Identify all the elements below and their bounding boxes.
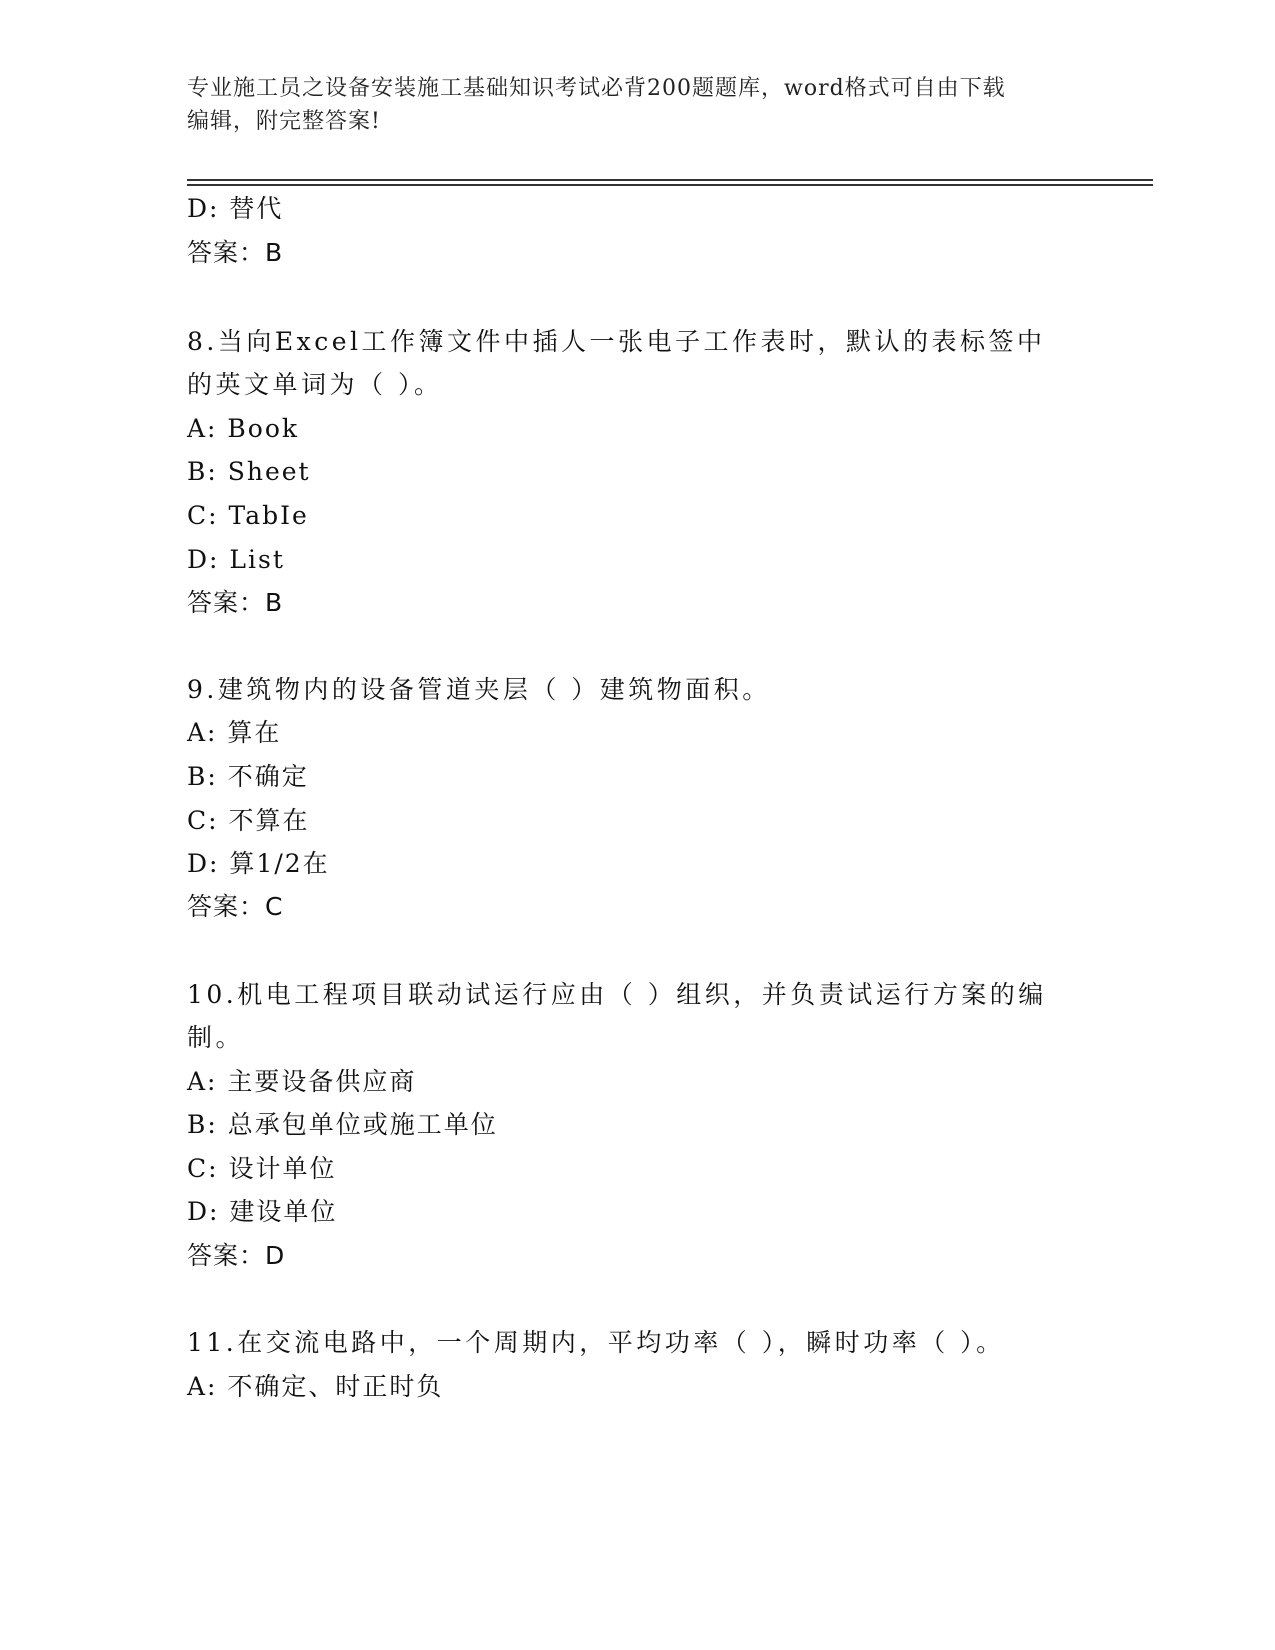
q10-stem-line-2: 制。 xyxy=(187,1023,245,1052)
q8-option-c: C: TabIe xyxy=(187,501,309,530)
q10-option-d: D: 建设单位 xyxy=(187,1197,338,1226)
q9-option-b: B: 不确定 xyxy=(187,762,309,791)
q9-option-d: D: 算1/2在 xyxy=(187,849,330,878)
prev-answer: 答案：B xyxy=(187,238,284,267)
header-divider-top xyxy=(187,179,1153,181)
prev-option-d: D: 替代 xyxy=(187,194,284,223)
document-header xyxy=(187,72,1067,138)
q8-option-d: D: List xyxy=(187,545,285,574)
q11-stem-line-1: 11.在交流电路中，一个周期内，平均功率（ ），瞬时功率（ ）。 xyxy=(187,1328,1005,1357)
q8-stem-line-2: 的英文单词为（ ）。 xyxy=(187,370,443,399)
q10-answer: 答案：D xyxy=(187,1241,286,1270)
q9-option-c: C: 不算在 xyxy=(187,806,310,835)
q10-option-a: A: 主要设备供应商 xyxy=(187,1067,417,1096)
q9-option-a: A: 算在 xyxy=(187,718,282,747)
q8-stem-line-1: 8.当向Excel工作簿文件中插人一张电子工作表时，默认的表标签中 xyxy=(187,327,1046,356)
header-divider-bottom xyxy=(187,184,1153,186)
q8-option-a: A: Book xyxy=(187,414,300,443)
q10-stem-line-1: 10.机电工程项目联动试运行应由（ ）组织，并负责试运行方案的编 xyxy=(187,980,1047,1009)
q10-option-b: B: 总承包单位或施工单位 xyxy=(187,1110,498,1139)
q8-answer: 答案：B xyxy=(187,588,284,617)
q9-stem-line-1: 9.建筑物内的设备管道夹层（ ）建筑物面积。 xyxy=(187,675,771,704)
header-line-2: 编辑，附完整答案! xyxy=(187,109,381,134)
header-line-1: 专业施工员之设备安装施工基础知识考试必背200题题库，word格式可自由下载 xyxy=(187,76,1006,101)
q10-option-c: C: 设计单位 xyxy=(187,1154,337,1183)
q11-option-a: A: 不确定、时正时负 xyxy=(187,1372,444,1401)
q8-option-b: B: Sheet xyxy=(187,457,311,486)
q9-answer: 答案：C xyxy=(187,892,284,921)
